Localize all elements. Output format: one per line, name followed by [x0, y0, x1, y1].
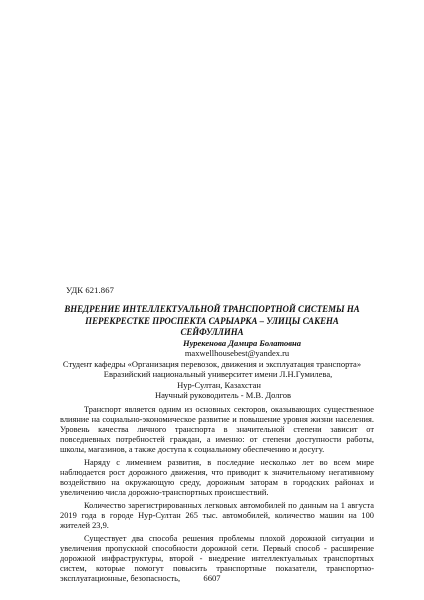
body-paragraph: Количество зарегистрированных легковых автомобилей по данным на 1 августа 2019 года в городе Нур-Султан 265 тыс. автомобилей, количество машин на 100 жителей 23,9.	[60, 501, 374, 531]
author-city: Нур-Султан, Казахстан	[177, 379, 261, 390]
paper-title: ВНЕДРЕНИЕ ИНТЕЛЛЕКТУАЛЬНОЙ ТРАНСПОРТНОЙ СИСТЕМЫ НА ПЕРЕКРЕСТКЕ ПРОСПЕКТА САРЫАРКА – УЛИЦЫ САКЕНА СЕЙФУЛЛИНА	[64, 304, 360, 337]
body-paragraph: Транспорт является одним из основных секторов, оказывающих существенное влияние на социально-экономическое развитие и повышение уровня жизни населения. Уровень качества личного транспорта в значительной степени зависит от повседневных потребностей граждан, а именно: от степени доступности работы, школы, магазинов, а также доступа к социальному обеспечению и досугу.	[60, 405, 374, 455]
author-email[interactable]: maxwellhousebest@yandex.ru	[184, 348, 290, 359]
author-role: Студент кафедры «Организация перевозок, движения и эксплуатация транспорта»	[62, 358, 362, 369]
scientific-supervisor: Научный руководитель - М.В. Долгов	[154, 390, 292, 401]
page-number: 6607	[203, 573, 221, 583]
body-paragraph: Наряду с лимением развития, в последние несколько лет во всем мире наблюдается рост дорожного движения, что приводит к значительному негативному воздействию на окружающую среду, дорожным заторам в городских районах и увеличению числа дорожно-транспортных происшествий.	[60, 458, 374, 498]
author-block	[60, 338, 364, 400]
author-name: Нурекенова Дамира Болатовна	[182, 338, 301, 348]
author-university: Евразийский национальный университет имени Л.Н.Гумилева,	[103, 369, 333, 380]
paper-body	[60, 405, 374, 587]
body-paragraph: Существует два способа решения проблемы плохой дорожной ситуации и увеличения пропускной способности дорожной сети. Первый способ - расширение дорожной инфраструктуры, второй - внедрение интеллектуальных транспортных систем, которые помогут повысить транспортные показатели, транспортно-эксплуатационные, безопасность,	[60, 533, 374, 584]
udk-code: УДК 621.867	[66, 285, 114, 295]
